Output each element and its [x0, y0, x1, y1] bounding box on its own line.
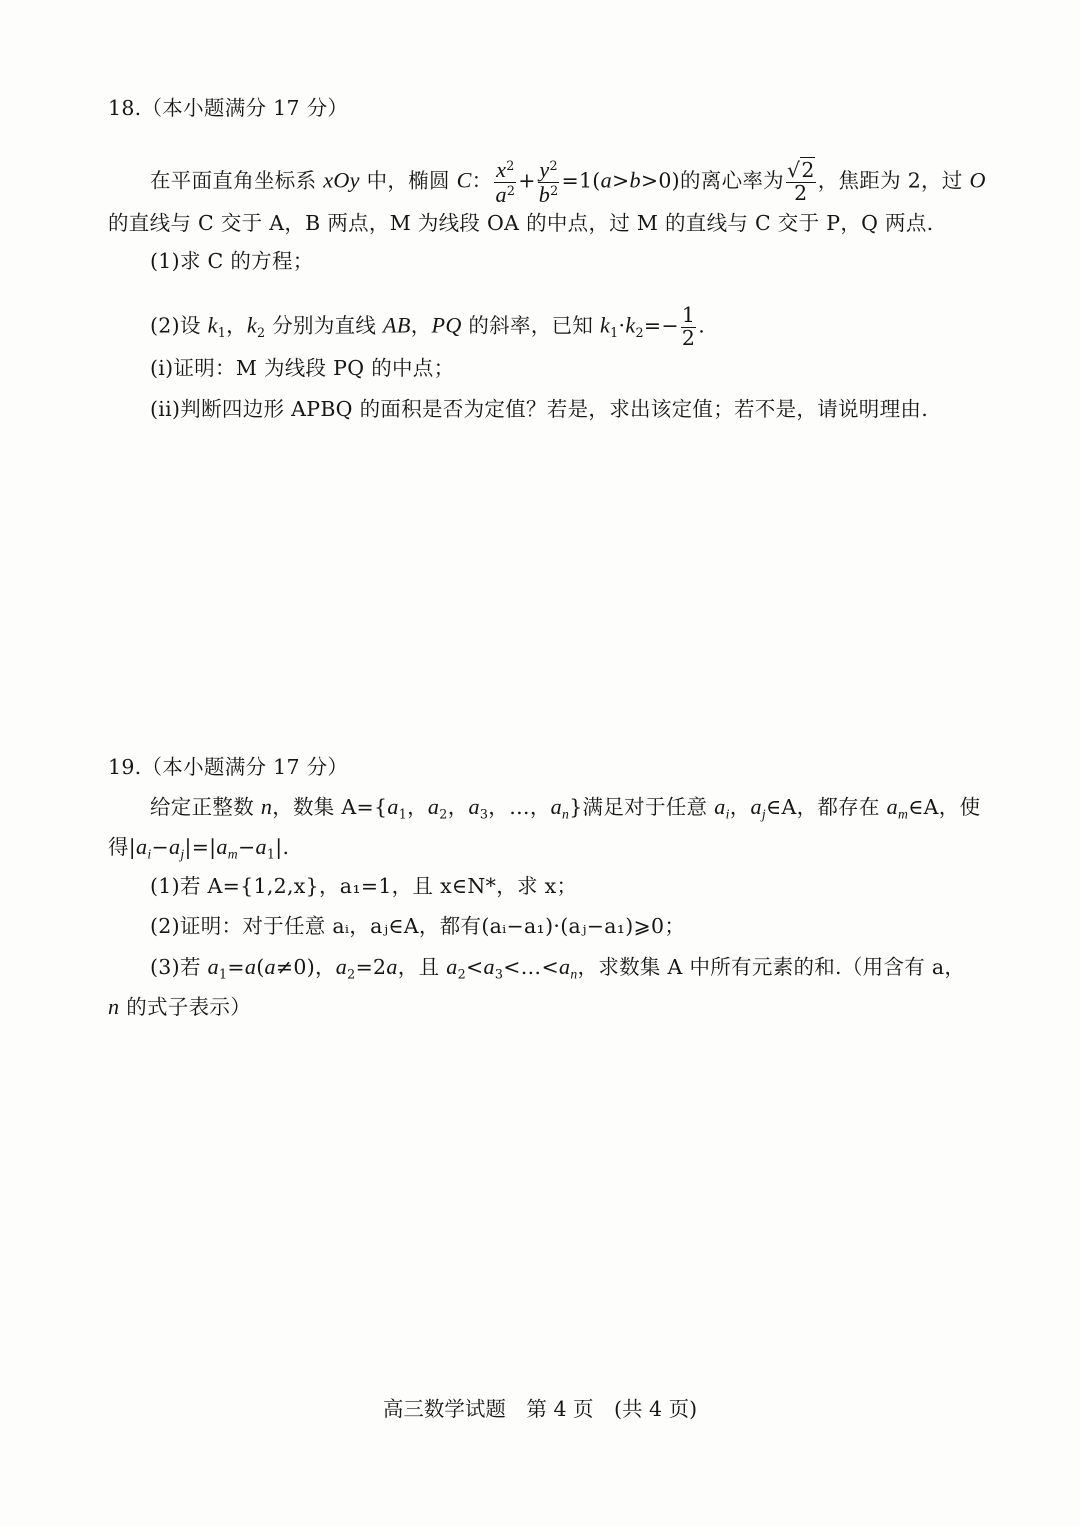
question-18-part-2-ii: (ii)判断四边形 APBQ 的面积是否为定值？若是，求出该定值；若不是，请说明理由.	[150, 397, 929, 421]
fraction-sqrt2-over-2: $\frac{√2}{2}$	[786, 158, 815, 205]
question-19-part-3-continued: n 的式子表示）	[108, 994, 251, 1019]
question-18-part-2-i: (i)证明：M 为线段 PQ 的中点；	[150, 356, 455, 380]
question-19-stem-line-1: 给定正整数 n，数集 $A=\{a_1$，$a_2$，$a_3$，…，$a_n$}满足对于任意 $a_i$，$a_j\in A$，都存在 $a_m\in A$，使	[150, 794, 981, 822]
question-18-header: 18.（本小题满分 17 分）	[108, 96, 349, 120]
question-18-part-1: (1)求 C 的方程；	[150, 249, 314, 273]
question-19-part-2: (2)证明：对于任意 aᵢ，aⱼ∈A，都有(aᵢ−a₁)·(aⱼ−a₁)⩾0；	[150, 914, 686, 938]
question-18-part-2: (2)设 $k_1$，$k_2$ 分别为直线 AB，PQ 的斜率，已知 $k_1\cdot k_2=-$ $\frac{1}{2}$ .	[150, 303, 706, 350]
fraction-x2-a2: $\frac{x^2}{a^2}$	[495, 157, 516, 207]
question-19-stem-line-2: 得$|a_i-a_j|=|a_m-a_1|$.	[108, 834, 290, 862]
question-18-stem-line-1: 在平面直角坐标系 xOy 中，椭圆 C： $\frac{x^2}{a^2}$ + $\frac{y^2}{b^2}$ =1(a>b>0)的离心率为 $\frac{√2}{2}$ ，焦距为 2，过 O	[150, 157, 986, 207]
page-footer: 高三数学试题 第 4 页 (共 4 页)	[382, 1397, 698, 1421]
question-19-part-3: (3)若 $a_1=a(a\ne 0)$，$a_2=2a$，且 $a_2<a_3<\dots<a_n$，求数集 A 中所有元素的和.（用含有 a，	[150, 954, 966, 982]
question-19-header: 19.（本小题满分 17 分）	[108, 755, 349, 779]
fraction-y2-b2: $\frac{y^2}{b^2}$	[538, 157, 559, 207]
question-19-part-1: (1)若 A={1,2,x}，a₁=1，且 x∈N*，求 x；	[150, 874, 578, 898]
fraction-one-half: $\frac{1}{2}$	[681, 303, 696, 350]
question-18-stem-line-2: 的直线与 C 交于 A，B 两点，M 为线段 OA 的中点，过 M 的直线与 C 交于 P，Q 两点.	[108, 211, 934, 235]
